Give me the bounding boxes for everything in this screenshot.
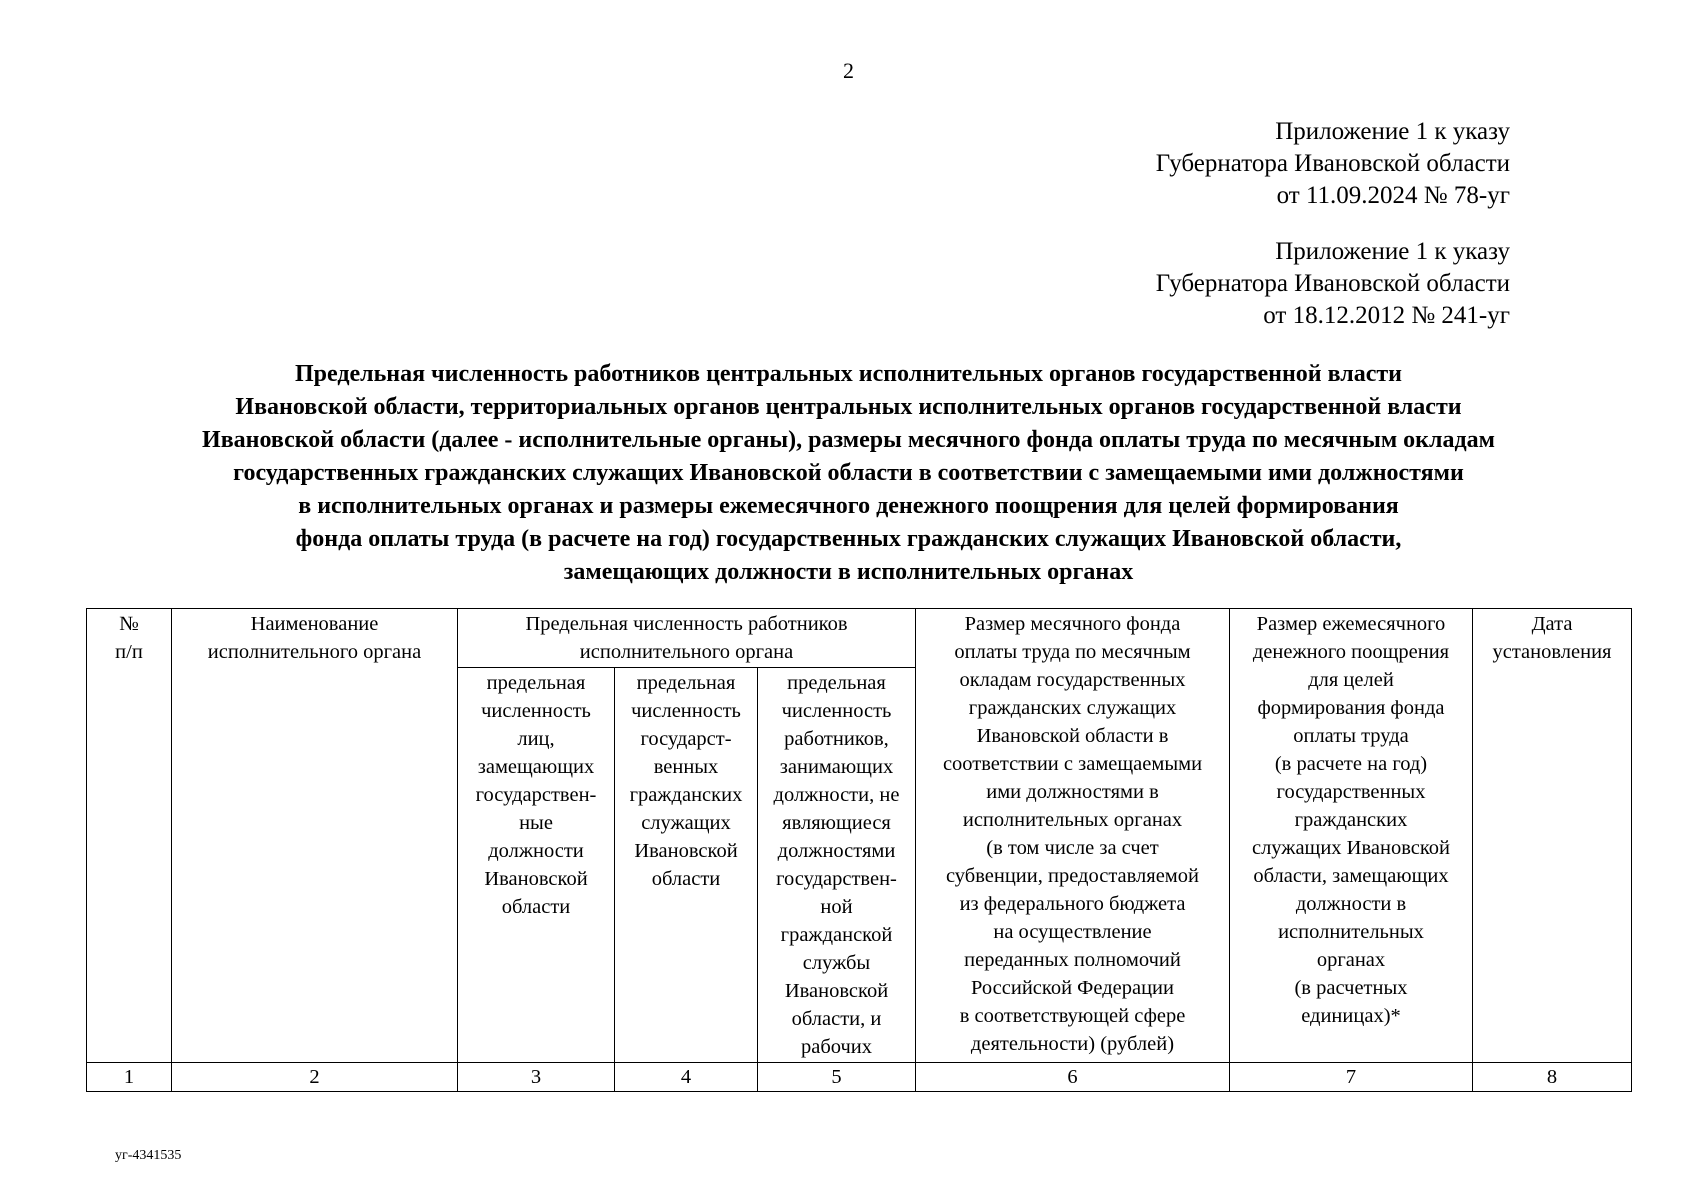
title-line: фонда оплаты труда (в расчете на год) государственных гражданских служащих Ивановской области, xyxy=(295,526,1402,552)
header-cell-organ-name: Наименование исполнительного органа xyxy=(172,609,458,1063)
appendix-current-header xyxy=(1156,116,1510,212)
header-cell-number: № п/п xyxy=(87,609,172,1063)
page-number: 2 xyxy=(843,58,854,83)
appendix-line: Приложение 1 к указу xyxy=(1275,238,1510,265)
table-header-row xyxy=(87,609,1632,668)
appendix-original-header xyxy=(1156,236,1510,332)
header-cell-salary-fund: Размер месячного фонда оплаты труда по месячным окладам государственных гражданских служащих Ивановской области в соответствии с замещаемыми ими должностями в исполнительных органах (в том числе за счет субвенции, предоставляемой из федерального бюджета на осуществление переданных полномочий Российской Федерации в соответствующей сфере деятельности) (рублей) xyxy=(916,609,1230,1063)
title-line: Ивановской области, территориальных органов центральных исполнительных органов государственной власти xyxy=(235,394,1462,420)
header-cell-staff-limit-group: Предельная численность работников исполнительного органа xyxy=(458,609,916,668)
title-line: Ивановской области (далее - исполнительные органы), размеры месячного фонда оплаты труда по месячным окладам xyxy=(202,427,1495,453)
header-cell-other-workers: предельная численность работников, занимающих должности, не являющиеся должностями государствен- ной гражданской службы Ивановской области, и рабочих xyxy=(758,668,916,1063)
header-cell-civil-servants: предельная численность государст- венных гражданских служащих Ивановской области xyxy=(615,668,758,1063)
header-cell-date: Дата установления xyxy=(1473,609,1632,1063)
column-number: 7 xyxy=(1230,1063,1473,1092)
appendix-line: Приложение 1 к указу xyxy=(1275,118,1510,145)
document-code: уг-4341535 xyxy=(115,1148,182,1163)
appendix-line: Губернатора Ивановской области xyxy=(1155,150,1510,177)
column-number: 8 xyxy=(1473,1063,1632,1092)
column-number: 4 xyxy=(615,1063,758,1092)
header-cell-state-positions: предельная численность лиц, замещающих государствен- ные должности Ивановской области xyxy=(458,668,615,1063)
column-number: 3 xyxy=(458,1063,615,1092)
appendix-line: от 18.12.2012 № 241-уг xyxy=(1263,302,1510,329)
column-number-row xyxy=(87,1063,1632,1092)
document-title xyxy=(40,358,1657,589)
title-line: в исполнительных органах и размеры ежемесячного денежного поощрения для целей формирования xyxy=(298,493,1399,519)
title-line: Предельная численность работников центральных исполнительных органов государственной власти xyxy=(295,361,1402,387)
title-line: государственных гражданских служащих Ивановской области в соответствии с замещаемыми ими должностями xyxy=(233,460,1464,486)
norms-table xyxy=(86,608,1632,1092)
appendix-line: от 11.09.2024 № 78-уг xyxy=(1276,182,1510,209)
appendix-line: Губернатора Ивановской области xyxy=(1155,270,1510,297)
title-line: замещающих должности в исполнительных органах xyxy=(563,559,1134,585)
column-number: 6 xyxy=(916,1063,1230,1092)
column-number: 2 xyxy=(172,1063,458,1092)
column-number: 5 xyxy=(758,1063,916,1092)
column-number: 1 xyxy=(87,1063,172,1092)
header-cell-monthly-bonus: Размер ежемесячного денежного поощрения для целей формирования фонда оплаты труда (в расчете на год) государственных гражданских служащих Ивановской области, замещающих должности в исполнительных органах (в расчетных единицах)* xyxy=(1230,609,1473,1063)
